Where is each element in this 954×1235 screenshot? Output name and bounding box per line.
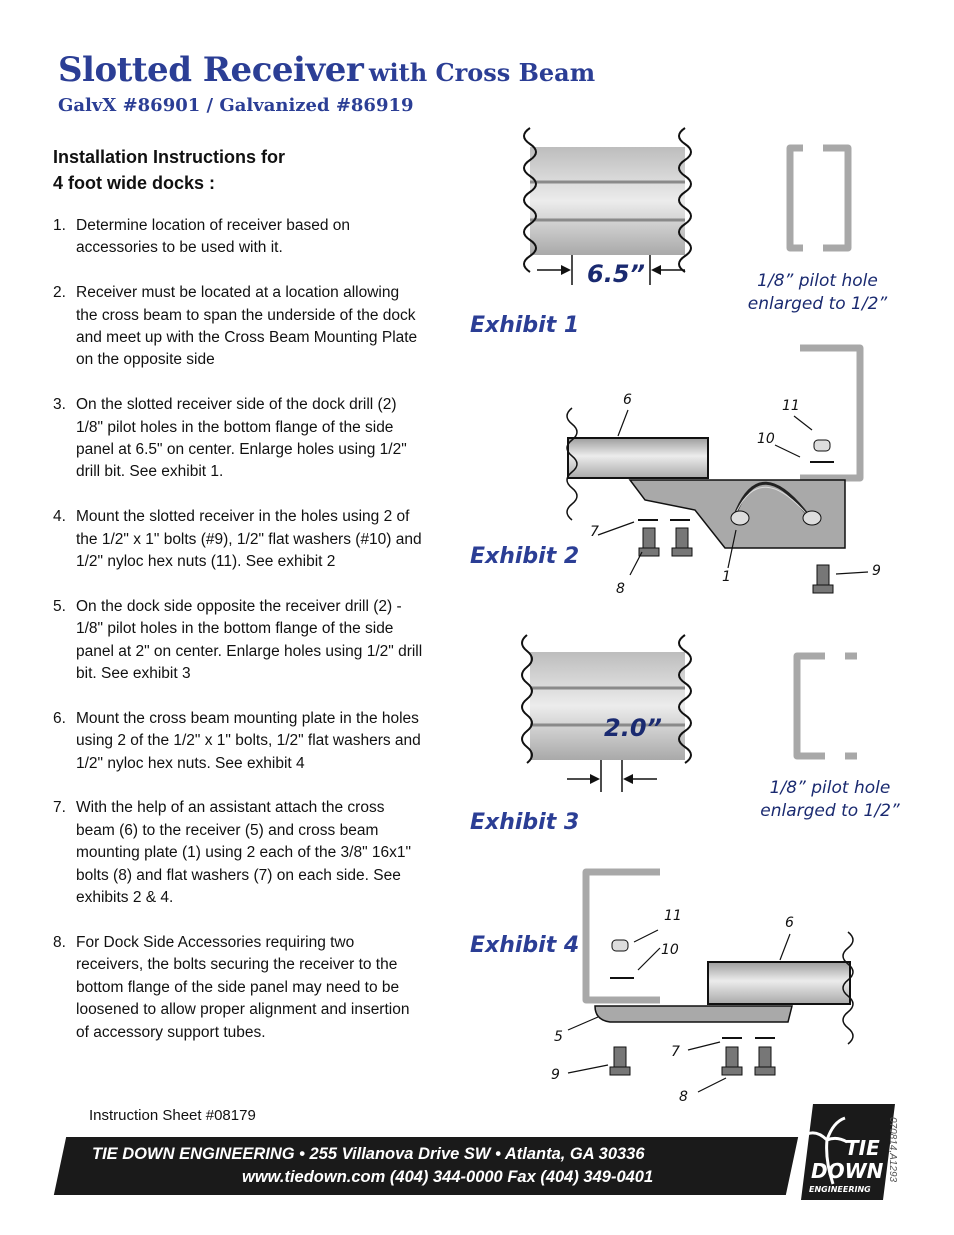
- leader-line: [638, 948, 660, 970]
- hex-nut-shape: [612, 940, 628, 951]
- leader-line: [568, 1017, 598, 1030]
- leader-line: [780, 934, 790, 960]
- step-item: [53, 932, 423, 1044]
- step-item: [53, 215, 423, 260]
- title-main: Slotted Receiver: [58, 50, 364, 90]
- logo-text-down: DOWN: [811, 1159, 884, 1183]
- footer-address: TIE DOWN ENGINEERING • 255 Villanova Drive SW • Atlanta, GA 30336: [92, 1145, 645, 1163]
- part-label-8: 8: [616, 581, 625, 597]
- step-item: [53, 506, 423, 573]
- step-text: Receiver must be located at a location allowing the cross beam to span the underside of the dock and meet up with the Cross Beam Mounting Plate on the opposite side: [76, 284, 418, 369]
- part-label-9: 9: [551, 1067, 560, 1083]
- step-item: [53, 282, 423, 372]
- arrowhead: [651, 265, 661, 275]
- step-text: On the slotted receiver side of the dock drill (2) 1/8" pilot holes in the bottom flange of the side panel at 6.5" on center. Enlarge holes using 1/2" drill bit. See exhibit 1.: [76, 396, 407, 481]
- leader-line: [836, 572, 868, 574]
- bolt-head-shape: [803, 511, 821, 525]
- leader-line: [568, 1065, 608, 1073]
- arrowhead: [623, 774, 633, 784]
- leader-line: [630, 552, 642, 575]
- bolt-shape: [755, 1067, 775, 1075]
- note-line: enlarged to 1/2”: [747, 294, 888, 314]
- exhibit-1-dimension: 6.5”: [587, 260, 645, 288]
- leader-line: [634, 930, 658, 942]
- leader-line: [688, 1042, 720, 1050]
- instructions-heading-line1: Installation Instructions for: [53, 147, 286, 167]
- arrowhead: [561, 265, 571, 275]
- part-label-11: 11: [782, 398, 800, 414]
- step-number: 7.: [53, 799, 66, 817]
- bolt-shape: [676, 528, 688, 550]
- step-text: For Dock Side Accessories requiring two receivers, the bolts securing the receiver to the bottom flange of the side panel may need to be loosened to allow proper alignment and insertion of accessory support tubes.: [76, 933, 410, 1041]
- step-number: 4.: [53, 508, 66, 526]
- bolt-shape: [672, 548, 692, 556]
- exhibit-1-diagram: [505, 120, 865, 290]
- bolt-shape: [726, 1047, 738, 1069]
- arrowhead: [590, 774, 600, 784]
- note-line: enlarged to 1/2”: [760, 801, 900, 821]
- step-number: 2.: [53, 284, 66, 302]
- step-item: [53, 708, 423, 775]
- cross-beam-shape: [708, 962, 850, 1004]
- exhibit-4-label: Exhibit 4: [470, 933, 580, 958]
- title-rest: with Cross Beam: [368, 58, 596, 87]
- part-label-6: 6: [785, 915, 794, 931]
- page-subtitle: GalvX #86901 / Galvanized #86919: [58, 95, 414, 116]
- step-item: [53, 394, 423, 484]
- bolt-head-shape: [731, 511, 749, 525]
- note-line: 1/8” pilot hole: [769, 778, 891, 798]
- instruction-sheet-number: Instruction Sheet #08179: [89, 1107, 256, 1124]
- part-label-9: 9: [872, 563, 881, 579]
- step-number: 3.: [53, 396, 66, 414]
- exhibit-3-note: [745, 777, 915, 823]
- side-panel-shape: [530, 652, 685, 760]
- step-text: Determine location of receiver based on accessories to be used with it.: [76, 217, 350, 257]
- bolt-shape: [643, 528, 655, 550]
- bolt-shape: [722, 1067, 742, 1075]
- channel-profile: [800, 348, 860, 478]
- part-label-6: 6: [623, 392, 632, 408]
- bolt-shape: [614, 1047, 626, 1069]
- part-label-1: 1: [722, 569, 731, 585]
- tie-down-logo: [799, 1100, 897, 1203]
- logo-text-engineering: ENGINEERING: [809, 1185, 871, 1194]
- bolt-shape: [610, 1067, 630, 1075]
- bolt-shape: [817, 565, 829, 587]
- part-label-8: 8: [679, 1089, 688, 1105]
- exhibit-2-diagram: [550, 340, 870, 600]
- step-text: With the help of an assistant attach the cross beam (6) to the receiver (5) and cross beam mounting plate (1) using 2 each of the 3/8" 16x1" bolts (8) and flat washers (7) on each side. See exhibits 2 & 4.: [76, 799, 411, 907]
- part-label-7: 7: [590, 524, 599, 540]
- part-label-11: 11: [664, 908, 682, 924]
- exhibit-1-note: [735, 270, 900, 316]
- step-number: 5.: [53, 597, 66, 615]
- note-line: 1/8” pilot hole: [757, 271, 878, 291]
- instruction-steps: [53, 215, 423, 1066]
- instructions-heading: [53, 144, 353, 196]
- mounting-plate-shape: [595, 1006, 792, 1022]
- part-label-7: 7: [671, 1044, 680, 1060]
- leader-line: [598, 522, 634, 535]
- document-code: 070814,A1293: [887, 1117, 898, 1183]
- exhibit-3-dimension: 2.0”: [604, 714, 662, 742]
- hex-nut-shape: [814, 440, 830, 451]
- part-label-10: 10: [661, 942, 679, 958]
- side-panel-shape: [530, 147, 685, 255]
- leader-line: [618, 410, 628, 436]
- page-title: [58, 50, 595, 90]
- logo-text-tie: TIE: [845, 1136, 880, 1160]
- instructions-heading-line2: 4 foot wide docks :: [53, 173, 216, 193]
- footer-contact: www.tiedown.com (404) 344-0000 Fax (404) 349-0401: [242, 1168, 654, 1186]
- leader-line: [794, 416, 812, 430]
- leader-line: [698, 1078, 726, 1092]
- channel-profile: [797, 656, 857, 756]
- exhibit-4-diagram: [540, 860, 870, 1110]
- part-label-5: 5: [554, 1029, 563, 1045]
- step-text: On the dock side opposite the receiver drill (2) - 1/8" pilot holes in the bottom flange of the side panel at 2" on center. Enlarge holes using 1/2" drill bit. See exhibit 3: [76, 597, 423, 683]
- step-item: [53, 797, 423, 909]
- channel-profile: [586, 872, 660, 1000]
- bolt-shape: [813, 585, 833, 593]
- exhibit-3-diagram: [505, 630, 865, 800]
- step-text: Mount the cross beam mounting plate in the holes using 2 of the 1/2" x 1" bolts, 1/2" flat washers and 1/2" nyloc hex nuts. See exhibit 4: [76, 709, 421, 772]
- step-text: Mount the slotted receiver in the holes using 2 of the 1/2" x 1" bolts (#9), 1/2" flat washers (#10) and 1/2" nyloc hex nuts (11). See exhibit 2: [76, 508, 422, 571]
- step-number: 8.: [53, 933, 66, 951]
- step-number: 1.: [53, 217, 66, 234]
- step-item: [53, 596, 423, 686]
- cross-beam-shape: [568, 438, 708, 478]
- exhibit-3-label: Exhibit 3: [470, 810, 580, 835]
- exhibit-1-label: Exhibit 1: [470, 313, 580, 338]
- channel-profile: [790, 148, 848, 248]
- step-number: 6.: [53, 709, 66, 727]
- bolt-shape: [759, 1047, 771, 1069]
- leader-line: [775, 445, 800, 457]
- part-label-10: 10: [757, 431, 775, 447]
- exhibit-2-label: Exhibit 2: [470, 544, 580, 569]
